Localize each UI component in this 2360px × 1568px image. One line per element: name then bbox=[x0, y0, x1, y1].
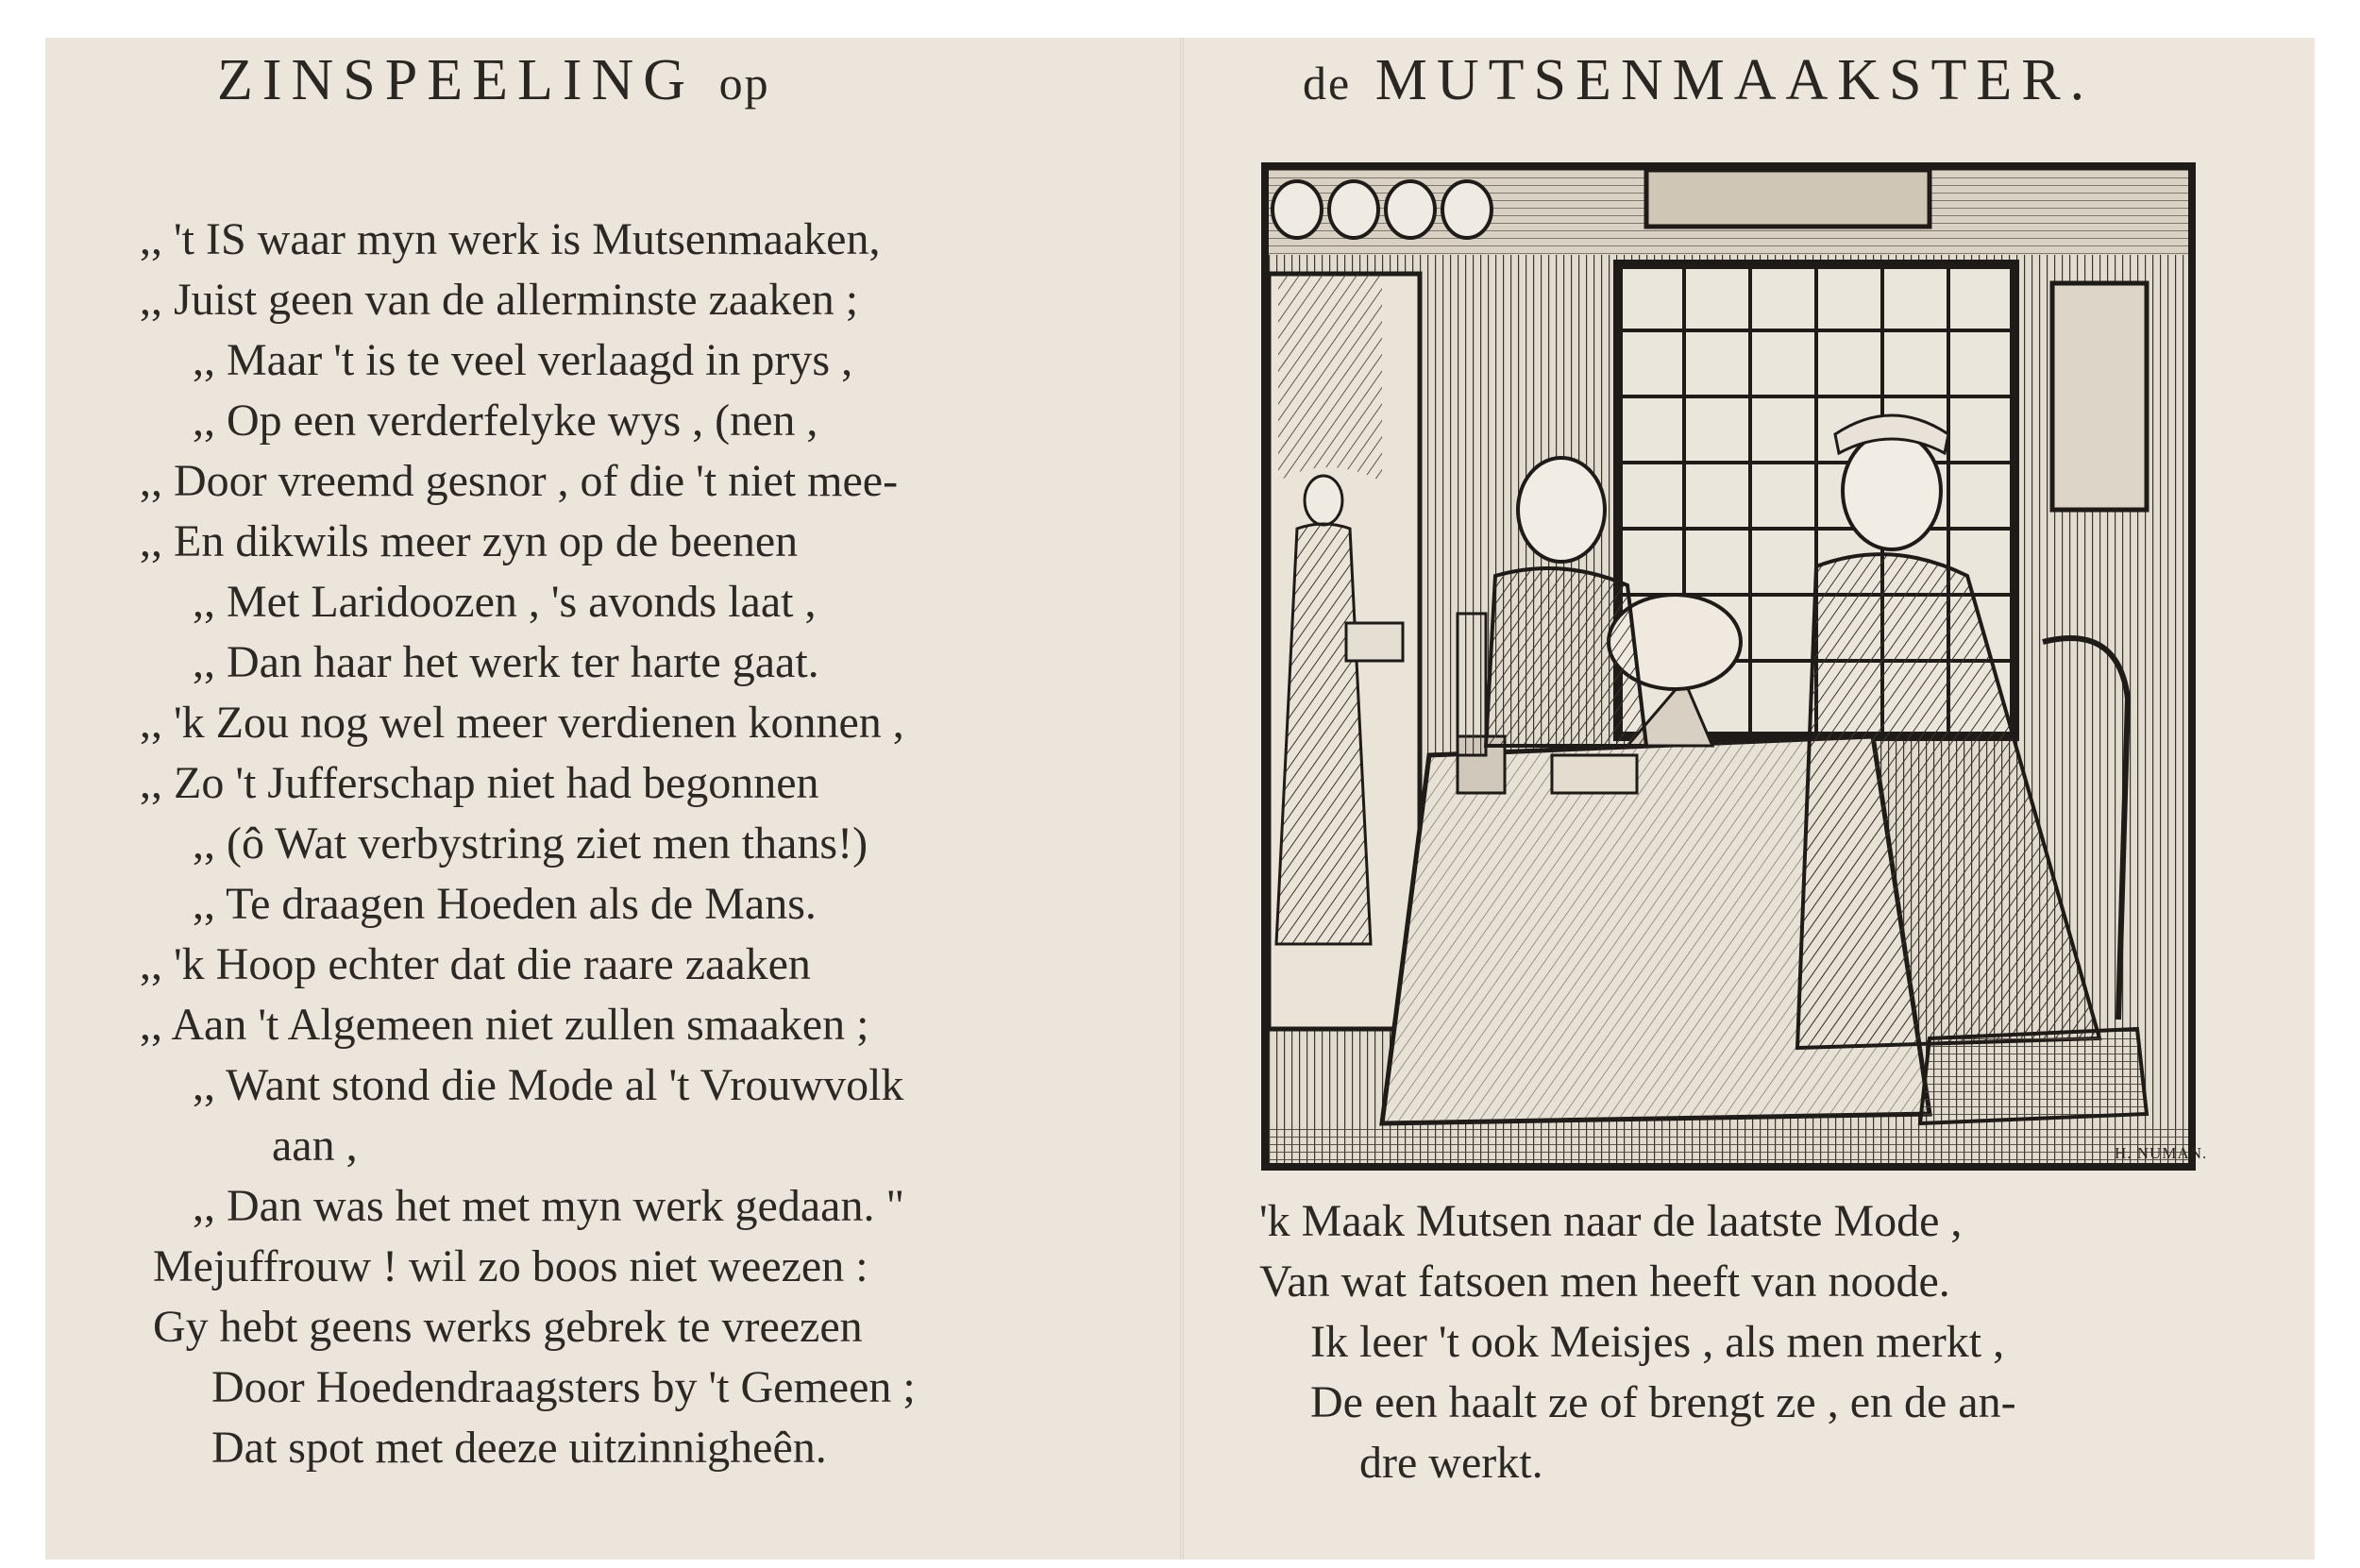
poem-line: ,, Maar 't is te veel verlaagd in prys , bbox=[193, 335, 853, 385]
heading-de: de bbox=[1303, 57, 1352, 110]
heading-op: op bbox=[718, 57, 770, 110]
milliners-workshop-engraving bbox=[1269, 170, 2188, 1163]
poem-line: ,, (ô Wat verbystring ziet men thans!) bbox=[193, 818, 868, 868]
right-poem bbox=[1259, 1191, 2016, 1493]
poem-line: aan , bbox=[272, 1121, 358, 1171]
poem-line: Van wat fatsoen men heeft van noode. bbox=[1259, 1256, 1950, 1307]
poem-line: ,, Want stond die Mode al 't Vrouwvolk bbox=[193, 1060, 904, 1110]
engraver-signature: H. NUMAN. bbox=[2115, 1144, 2208, 1162]
poem-line: ,, 'k Zou nog wel meer verdienen konnen , bbox=[140, 698, 904, 748]
heading-zinspeeling: ZINSPEELING bbox=[217, 48, 696, 112]
left-heading bbox=[217, 47, 770, 114]
poem-line: ,, Te draagen Hoeden als de Mans. bbox=[193, 879, 817, 929]
heading-mutsenmaakster: MUTSENMAAKSTER. bbox=[1374, 48, 2095, 112]
right-heading bbox=[1303, 47, 2094, 114]
center-fold bbox=[1180, 38, 1184, 1560]
left-poem bbox=[140, 210, 916, 1478]
poem-line: Mejuffrouw ! wil zo boos niet weezen : bbox=[153, 1241, 868, 1291]
poem-line: De een haalt ze of brengt ze , en de an- bbox=[1310, 1377, 2016, 1427]
poem-line: ,, Dan was het met myn werk gedaan. " bbox=[193, 1181, 905, 1231]
poem-line: ,, 't IS waar myn werk is Mutsenmaaken, bbox=[140, 214, 881, 264]
poem-line: Gy hebt geens werks gebrek te vreezen bbox=[153, 1302, 863, 1352]
poem-line: ,, Zo 't Jufferschap niet had begonnen bbox=[140, 758, 819, 808]
poem-line: Ik leer 't ook Meisjes , als men merkt , bbox=[1310, 1317, 2005, 1367]
poem-line: ,, Met Laridoozen , 's avonds laat , bbox=[193, 577, 817, 627]
poem-line: ,, Juist geen van de allerminste zaaken ; bbox=[140, 275, 859, 325]
woodcut-illustration bbox=[1261, 162, 2196, 1171]
poem-line: 'k Maak Mutsen naar de laatste Mode , bbox=[1259, 1196, 1963, 1246]
poem-line: ,, 'k Hoop echter dat die raare zaaken bbox=[140, 939, 811, 989]
poem-line: ,, En dikwils meer zyn op de beenen bbox=[140, 516, 799, 566]
poem-line: dre werkt. bbox=[1359, 1438, 1543, 1488]
poem-line: Dat spot met deeze uitzinnigheên. bbox=[211, 1423, 827, 1473]
poem-line: ,, Door vreemd gesnor , of die 't niet mee- bbox=[140, 456, 899, 506]
poem-line: Door Hoedendraagsters by 't Gemeen ; bbox=[211, 1362, 916, 1412]
poem-line: ,, Op een verderfelyke wys , (nen , bbox=[193, 396, 818, 446]
poem-line: ,, Aan 't Algemeen niet zullen smaaken ; bbox=[140, 1000, 869, 1050]
poem-line: ,, Dan haar het werk ter harte gaat. bbox=[193, 637, 819, 687]
